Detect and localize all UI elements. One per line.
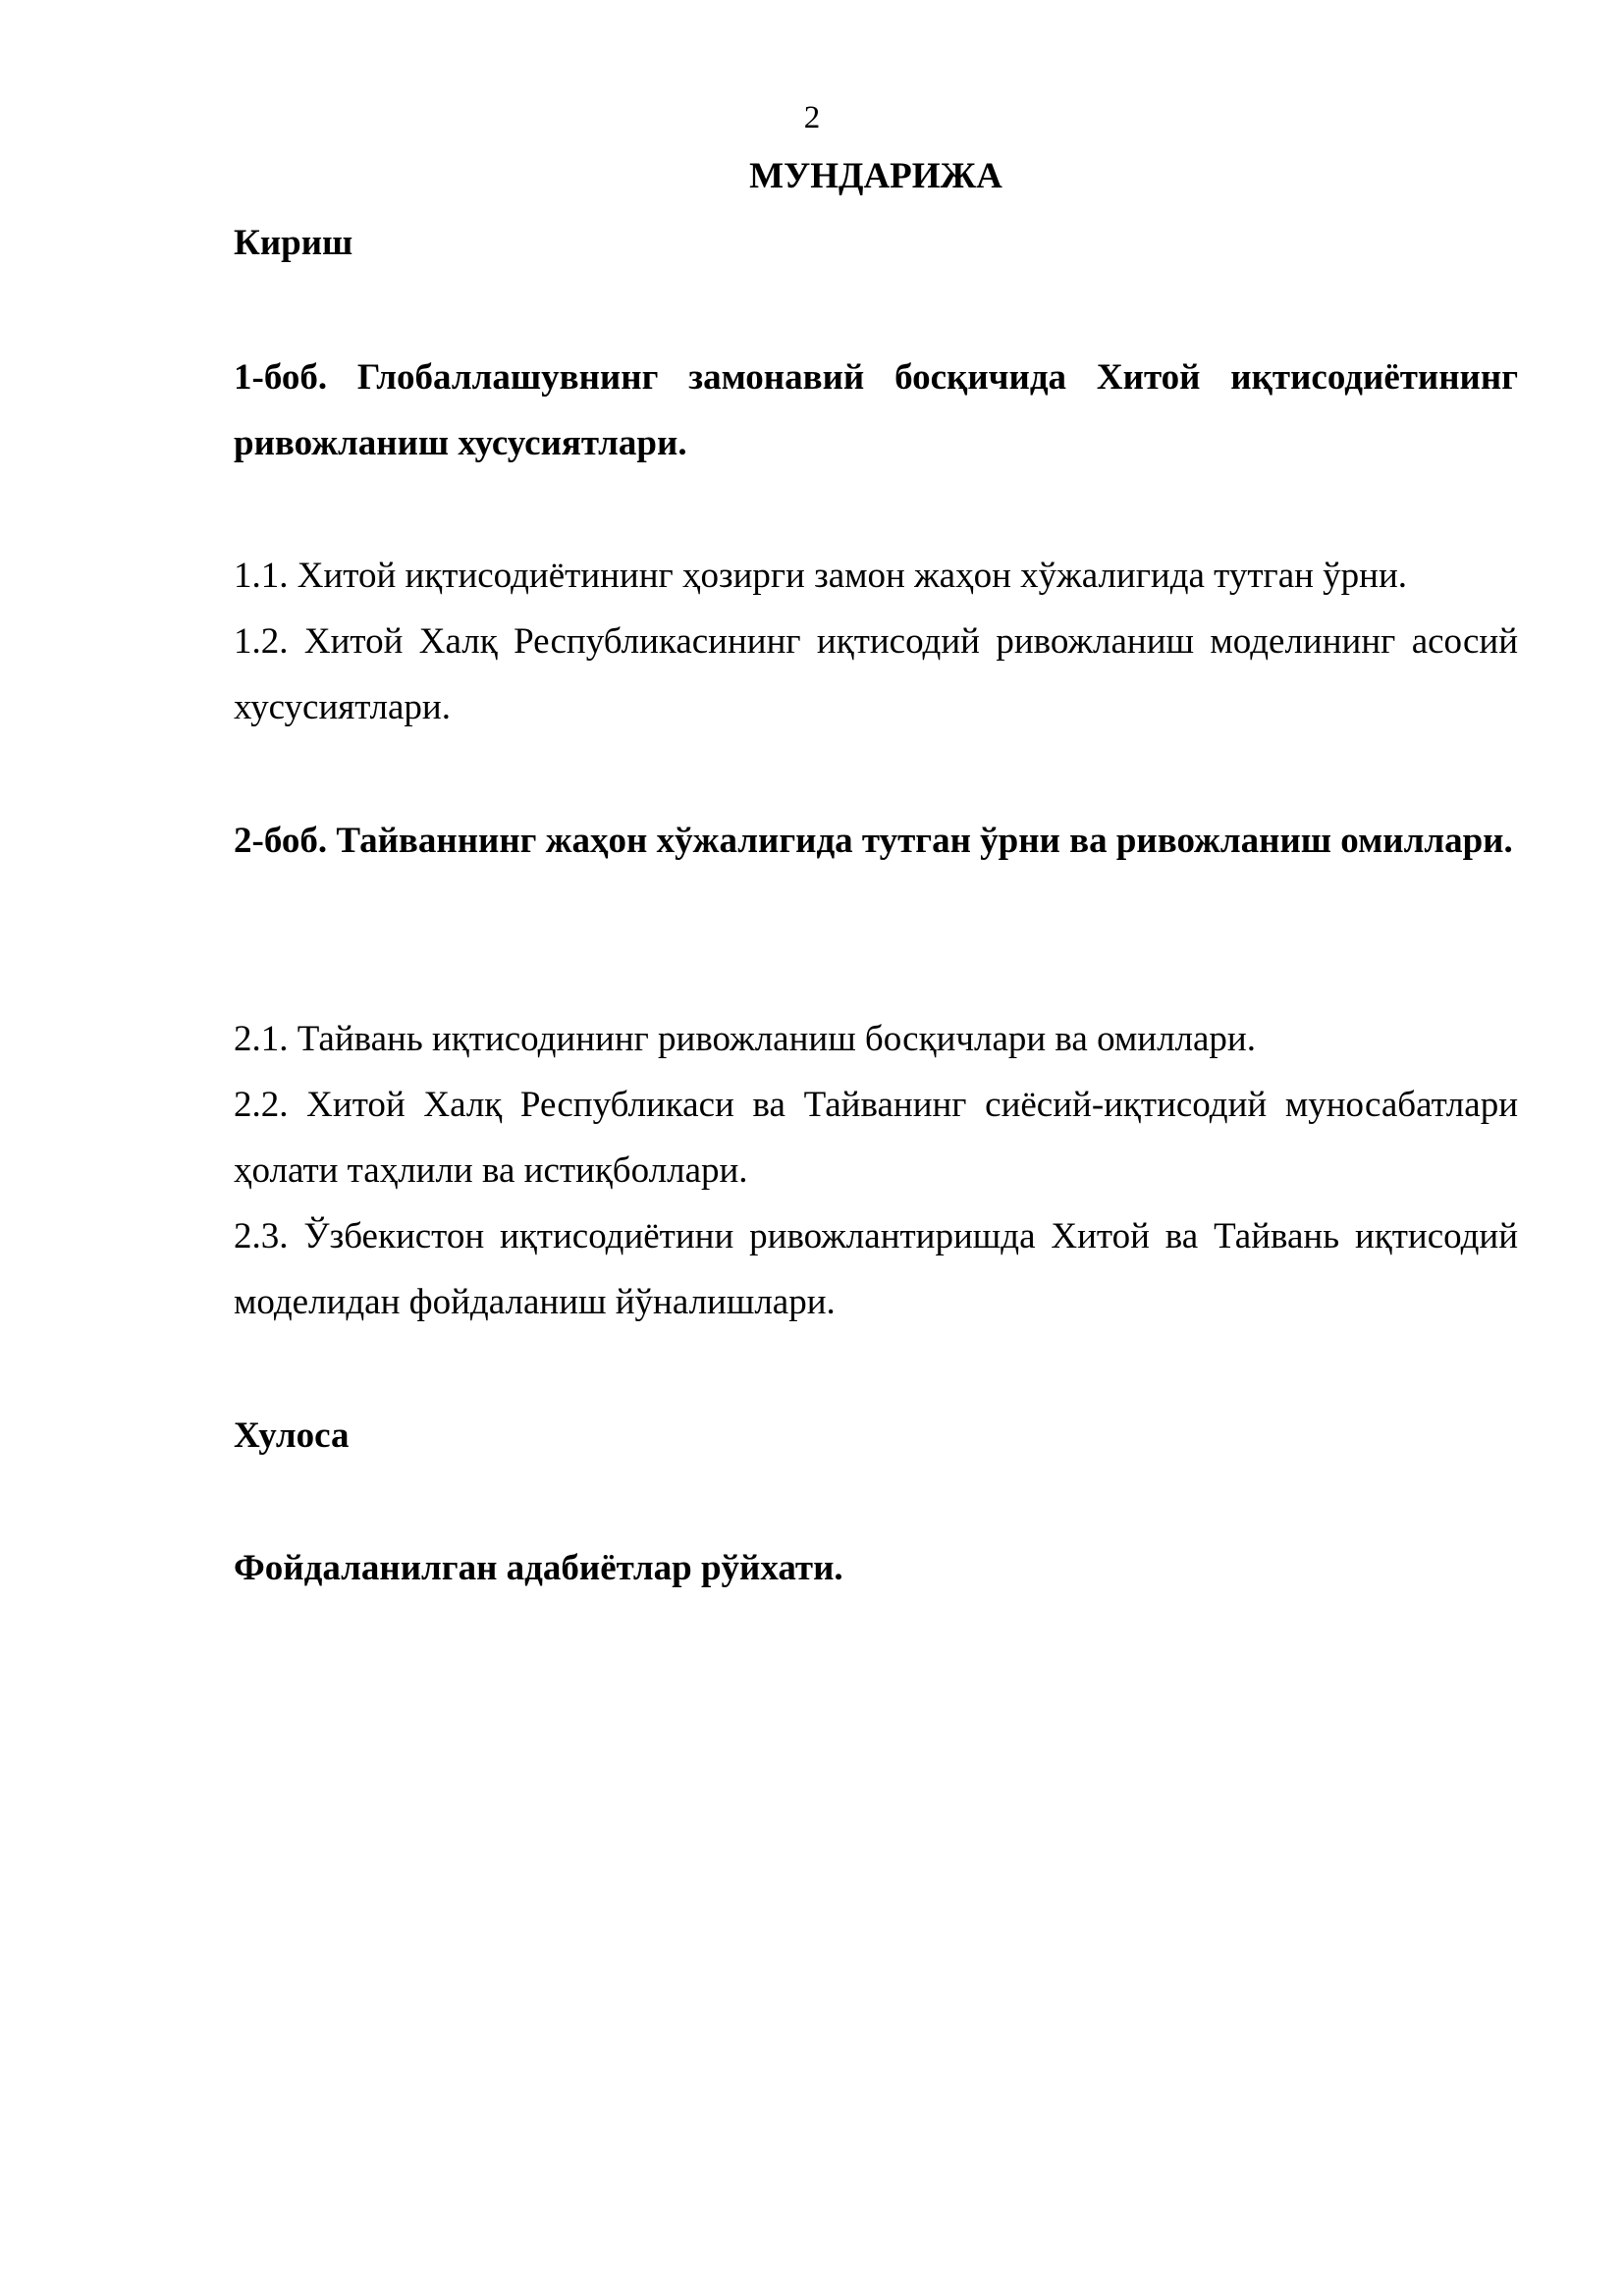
toc-section-2-2: 2.2. Хитой Халқ Республикаси ва Тайванинг сиёсий-иқтисодий муносабатлари ҳолати таҳлили ва истиқболлари. [234, 1085, 1518, 1191]
toc-section-2-1: 2.1. Тайвань иқтисодининг ривожланиш босқичлари ва омиллари. [234, 1019, 1256, 1059]
page-title: МУНДАРИЖА [749, 156, 1002, 196]
toc-chapter-2-heading: 2-боб. Тайваннинг жаҳон хўжалигида тутган ўрни ва ривожланиш омиллари. [234, 821, 1513, 861]
toc-section-1-2: 1.2. Хитой Халқ Республикасининг иқтисодий ривожланиш моделининг асосий хусусиятлари. [234, 621, 1518, 727]
page-number: 2 [803, 100, 821, 135]
toc-introduction: Кириш [234, 223, 353, 263]
toc-section-1-1: 1.1. Хитой иқтисодиётининг ҳозирги замон жаҳон хўжалигида тутган ўрни. [234, 556, 1408, 596]
toc-references: Фойдаланилган адабиётлар рўйхати. [234, 1548, 843, 1588]
toc-section-2-3: 2.3. Ўзбекистон иқтисодиётини ривожлантиришда Хитой ва Тайвань иқтисодий моделидан фойдаланиш йўналишлари. [234, 1216, 1518, 1322]
toc-chapter-1-heading: 1-боб. Глобаллашувнинг замонавий босқичида Хитой иқтисодиётининг ривожланиш хусусиятлари. [234, 357, 1518, 463]
toc-conclusion: Хулоса [234, 1415, 350, 1456]
